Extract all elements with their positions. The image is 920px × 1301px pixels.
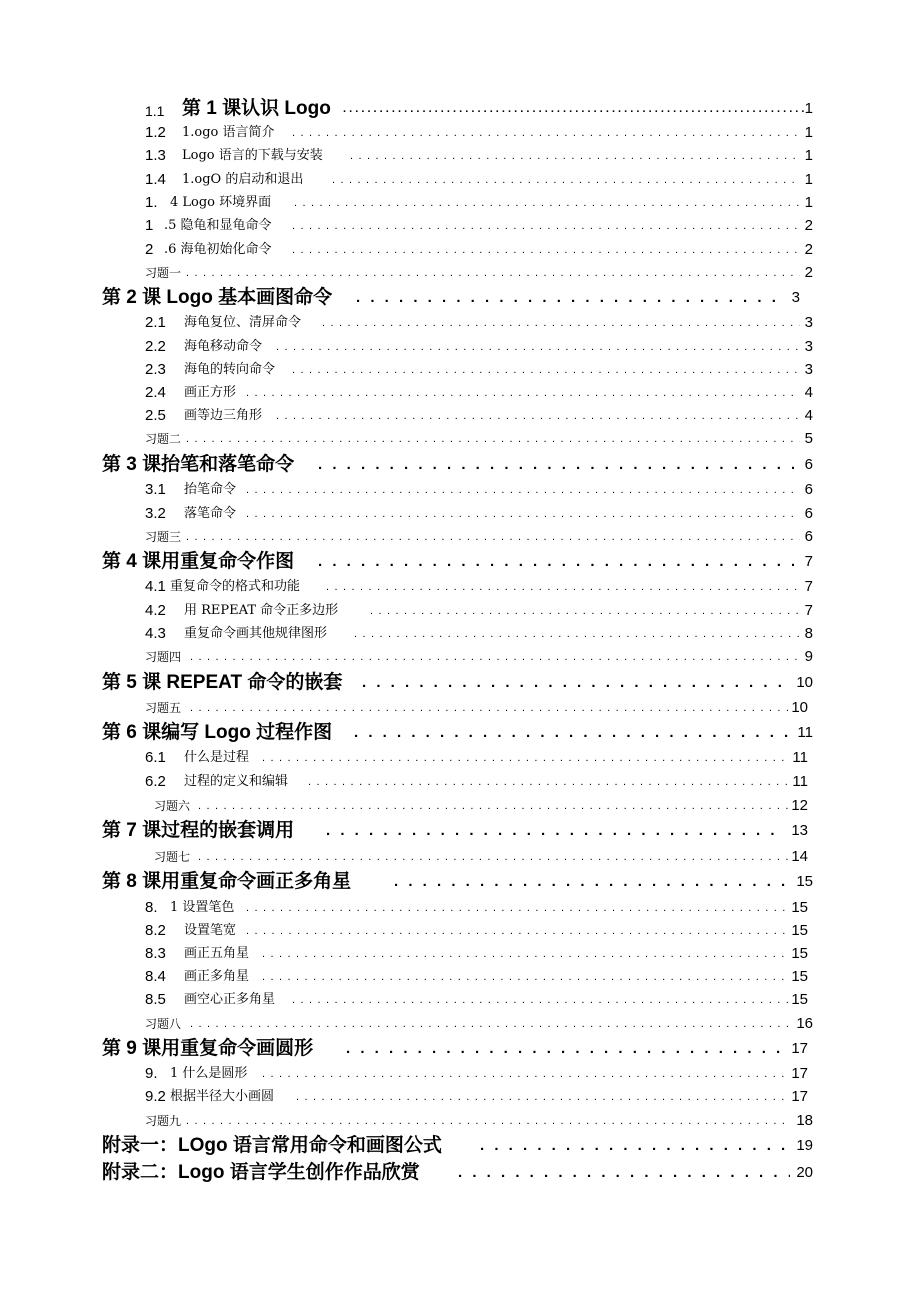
entry-number: 1. — [145, 194, 158, 211]
entry-title: 画正五角星 — [184, 946, 250, 961]
entry-number: 2.4 — [145, 384, 166, 401]
dot-leader — [198, 795, 788, 817]
entry-title: 附录二：Logo 语言学生创作作品欣赏 — [102, 1162, 420, 1183]
toc-entry-2-5[interactable] — [0, 405, 920, 427]
entry-number: 8.2 — [145, 922, 166, 939]
dot-leader — [318, 551, 794, 573]
dot-leader — [246, 382, 800, 404]
toc-entry-appendix-1[interactable] — [0, 1135, 920, 1157]
entry-title: 习题四 — [145, 650, 182, 664]
dot-leader — [262, 943, 788, 965]
toc-entry-2-1[interactable] — [0, 312, 920, 334]
page-number: 15 — [791, 968, 808, 985]
dot-leader — [186, 1110, 788, 1132]
entry-title: 第 6 课编写 Logo 过程作图 — [102, 722, 333, 743]
dot-leader — [190, 646, 800, 668]
entry-number: 2.1 — [145, 314, 166, 331]
entry-title: 第 2 课 Logo 基本画图命令 — [102, 287, 333, 308]
dot-leader — [318, 454, 794, 476]
dot-leader — [294, 192, 800, 214]
entry-title: 海龟的转向命令 — [184, 362, 276, 377]
toc-entry-exercise-2[interactable] — [0, 428, 920, 450]
entry-title: 习题五 — [145, 701, 182, 715]
entry-title: .6 海龟初始化命令 — [164, 242, 272, 257]
page-number: 14 — [791, 848, 808, 865]
dot-leader — [292, 122, 800, 144]
toc-entry-1-7[interactable] — [0, 239, 920, 261]
toc-entry-1-5[interactable] — [0, 192, 920, 214]
toc-entry-lesson-3[interactable] — [0, 454, 920, 476]
entry-number: 3.2 — [145, 505, 166, 522]
toc-entry-1-6[interactable] — [0, 215, 920, 237]
toc-entry-8-4[interactable] — [0, 966, 920, 988]
dot-leader — [262, 747, 788, 769]
entry-title: 习题九 — [145, 1114, 182, 1128]
entry-number: 1.3 — [145, 147, 166, 164]
page-number: 10 — [791, 699, 808, 716]
dot-leader — [332, 169, 800, 191]
page-number: 15 — [796, 873, 813, 890]
dot-leader — [370, 600, 800, 622]
toc-entry-exercise-3[interactable] — [0, 526, 920, 548]
page-number: 12 — [791, 797, 808, 814]
dot-leader — [356, 287, 784, 309]
entry-title: 什么是过程 — [184, 750, 250, 765]
dot-leader — [198, 846, 788, 868]
page-number: 6 — [804, 528, 813, 545]
toc-entry-6-1[interactable] — [0, 747, 920, 769]
entry-title: 海龟复位、清屏命令 — [184, 315, 302, 330]
entry-number: 8.5 — [145, 991, 166, 1008]
entry-number: 2.2 — [145, 338, 166, 355]
entry-title: 4 Logo 环境界面 — [170, 195, 272, 210]
page-number: 1 — [804, 147, 813, 164]
toc-entry-3-2[interactable] — [0, 503, 920, 525]
dot-leader — [350, 145, 800, 167]
entry-title: 第 9 课用重复命令画圆形 — [102, 1038, 314, 1059]
page-number: 7 — [804, 602, 813, 619]
entry-title: 1 设置笔色 — [170, 900, 235, 915]
dot-leader — [322, 312, 800, 334]
page-number: 1 — [804, 124, 813, 141]
entry-title: 画正多角星 — [184, 969, 250, 984]
toc-entry-exercise-1[interactable] — [0, 262, 920, 284]
entry-number: 8. — [145, 899, 158, 916]
entry-title: 重复命令的格式和功能 — [170, 579, 301, 594]
entry-title: 第 7 课过程的嵌套调用 — [102, 820, 295, 841]
entry-title: 第 8 课用重复命令画正多角星 — [102, 871, 352, 892]
dot-leader — [362, 672, 788, 694]
page-number: 17 — [791, 1065, 808, 1082]
page-number: 1 — [804, 171, 813, 188]
entry-number: 9.2 — [145, 1088, 166, 1105]
entry-title: .5 隐龟和显龟命令 — [164, 218, 272, 233]
entry-number: 4.1 — [145, 578, 166, 595]
dot-leader — [262, 1063, 788, 1085]
entry-number: 2 — [145, 241, 154, 258]
page-number: 6 — [804, 481, 813, 498]
dot-leader — [262, 966, 788, 988]
entry-title: 过程的定义和编辑 — [184, 774, 289, 789]
toc-entry-8-5[interactable] — [0, 989, 920, 1011]
page-number: 3 — [804, 338, 813, 355]
toc-entry-1-3[interactable] — [0, 145, 920, 167]
dot-leader — [186, 262, 800, 284]
page-number: 6 — [804, 456, 813, 473]
toc-entry-lesson-5[interactable] — [0, 672, 920, 694]
entry-number: 2.3 — [145, 361, 166, 378]
dot-leader — [343, 98, 805, 120]
toc-entry-4-1[interactable] — [0, 576, 920, 598]
page-number: 20 — [796, 1164, 813, 1181]
entry-title: 画等边三角形 — [184, 408, 263, 423]
dot-leader — [246, 503, 800, 525]
entry-title: 第 3 课抬笔和落笔命令 — [102, 454, 295, 475]
page-number: 11 — [797, 724, 813, 741]
entry-title: 画正方形 — [184, 385, 237, 400]
page-number: 15 — [791, 922, 808, 939]
entry-title: Logo 语言的下载与安装 — [182, 148, 323, 163]
dot-leader — [292, 359, 800, 381]
entry-title: 用 REPEAT 命令正多边形 — [184, 603, 339, 618]
entry-title: 抬笔命令 — [184, 482, 237, 497]
toc-entry-1-1[interactable] — [0, 98, 920, 120]
dot-leader — [480, 1135, 790, 1157]
dot-leader — [354, 623, 800, 645]
toc-entry-exercise-6[interactable] — [0, 795, 920, 817]
dot-leader — [326, 820, 784, 842]
dot-leader — [246, 479, 800, 501]
entry-title: 海龟移动命令 — [184, 339, 263, 354]
toc-entry-exercise-8[interactable] — [0, 1013, 920, 1035]
page-number: 9 — [804, 648, 813, 665]
dot-leader — [186, 428, 800, 450]
toc-entry-4-2[interactable] — [0, 600, 920, 622]
dot-leader — [308, 771, 788, 793]
entry-number: 9. — [145, 1065, 158, 1082]
dot-leader — [354, 722, 790, 744]
page-number: 5 — [804, 430, 813, 447]
entry-title: 1.ogo 语言简介 — [182, 125, 275, 140]
page-number: 2 — [804, 241, 813, 258]
page-number: 2 — [804, 264, 813, 281]
dot-leader — [326, 576, 800, 598]
dot-leader — [292, 215, 800, 237]
page-number: 7 — [804, 553, 813, 570]
entry-title: 习题一 — [145, 266, 182, 280]
page-number: 8 — [804, 625, 813, 642]
toc-entry-exercise-7[interactable] — [0, 846, 920, 868]
toc-entry-lesson-8[interactable] — [0, 871, 920, 893]
dot-leader — [276, 336, 800, 358]
entry-title: 1.ogO 的启动和退出 — [182, 172, 304, 187]
toc-entry-appendix-2[interactable] — [0, 1162, 920, 1184]
entry-title: 第 4 课用重复命令作图 — [102, 551, 295, 572]
entry-title: 落笔命令 — [184, 506, 237, 521]
toc-entry-4-3[interactable] — [0, 623, 920, 645]
entry-number: 1 — [145, 217, 154, 234]
page-number: 7 — [804, 578, 813, 595]
page-number: 15 — [791, 991, 808, 1008]
dot-leader — [190, 1013, 790, 1035]
dot-leader — [296, 1086, 788, 1108]
entry-number: 4.2 — [145, 602, 166, 619]
page-number: 15 — [791, 899, 808, 916]
toc-entry-9-1[interactable] — [0, 1063, 920, 1085]
toc-entry-exercise-9[interactable] — [0, 1110, 920, 1132]
page-number: 18 — [796, 1112, 813, 1129]
toc-entry-8-3[interactable] — [0, 943, 920, 965]
dot-leader — [394, 871, 790, 893]
toc-entry-exercise-4[interactable] — [0, 646, 920, 668]
entry-title: 重复命令画其他规律图形 — [184, 626, 328, 641]
toc-entry-lesson-2[interactable] — [0, 287, 920, 309]
toc-entry-1-2[interactable] — [0, 122, 920, 144]
page-number: 10 — [796, 674, 813, 691]
entry-number: 6.1 — [145, 749, 166, 766]
entry-number: 8.3 — [145, 945, 166, 962]
entry-title: 设置笔宽 — [184, 923, 237, 938]
toc-entry-lesson-7[interactable] — [0, 820, 920, 842]
dot-leader — [186, 526, 800, 548]
dot-leader — [246, 897, 788, 919]
toc-entry-lesson-6[interactable] — [0, 722, 920, 744]
dot-leader — [458, 1162, 790, 1184]
page-number: 2 — [804, 217, 813, 234]
entry-number: 1.2 — [145, 124, 166, 141]
page-number: 3 — [791, 289, 800, 306]
toc-entry-6-2[interactable] — [0, 771, 920, 793]
page-number: 1 — [804, 194, 813, 211]
toc-entry-2-2[interactable] — [0, 336, 920, 358]
toc-entry-exercise-5[interactable] — [0, 697, 920, 719]
entry-number: 4.3 — [145, 625, 166, 642]
dot-leader — [190, 697, 788, 719]
entry-title: 1 什么是圆形 — [170, 1066, 248, 1081]
entry-number: 6.2 — [145, 773, 166, 790]
page-number: 3 — [804, 361, 813, 378]
toc-entry-9-2[interactable] — [0, 1086, 920, 1108]
page-number: 19 — [796, 1137, 813, 1154]
page-number: 6 — [804, 505, 813, 522]
dot-leader — [276, 405, 800, 427]
entry-number: 1.1 — [145, 103, 165, 119]
entry-number: 8.4 — [145, 968, 166, 985]
page-number: 4 — [804, 407, 813, 424]
dot-leader — [292, 989, 788, 1011]
toc-entry-3-1[interactable] — [0, 479, 920, 501]
page-number: 16 — [796, 1015, 813, 1032]
page-number: 17 — [791, 1088, 808, 1105]
page-number: 17 — [791, 1040, 808, 1057]
toc-entry-8-2[interactable] — [0, 920, 920, 942]
entry-title: 习题八 — [145, 1017, 182, 1031]
page-number: 11 — [792, 773, 808, 790]
entry-title: 习题二 — [145, 432, 182, 446]
toc-entry-2-3[interactable] — [0, 359, 920, 381]
entry-title: 习题六 — [154, 799, 191, 813]
entry-title: 习题七 — [154, 850, 191, 864]
entry-number: 1.4 — [145, 171, 166, 188]
entry-title: 画空心正多角星 — [184, 992, 276, 1007]
entry-title: 习题三 — [145, 530, 182, 544]
entry-title: 第 1 课认识 Logo — [182, 98, 331, 119]
page-number: 4 — [804, 384, 813, 401]
dot-leader — [346, 1038, 782, 1060]
dot-leader — [246, 920, 788, 942]
toc-entry-8-1[interactable] — [0, 897, 920, 919]
entry-title: 第 5 课 REPEAT 命令的嵌套 — [102, 672, 343, 693]
toc-entry-1-4[interactable] — [0, 169, 920, 191]
entry-number: 3.1 — [145, 481, 166, 498]
entry-number: 2.5 — [145, 407, 166, 424]
page-number: 15 — [791, 945, 808, 962]
toc-entry-lesson-4[interactable] — [0, 551, 920, 573]
entry-title: 根据半径大小画圆 — [170, 1089, 275, 1104]
toc-entry-2-4[interactable] — [0, 382, 920, 404]
dot-leader — [292, 239, 800, 261]
page-number: 13 — [791, 822, 808, 839]
page-number: 1 — [804, 100, 813, 117]
page-number: 11 — [792, 749, 808, 766]
page-number: 3 — [804, 314, 813, 331]
entry-title: 附录一：LOgo 语言常用命令和画图公式 — [102, 1135, 442, 1156]
toc-entry-lesson-9[interactable] — [0, 1038, 920, 1060]
